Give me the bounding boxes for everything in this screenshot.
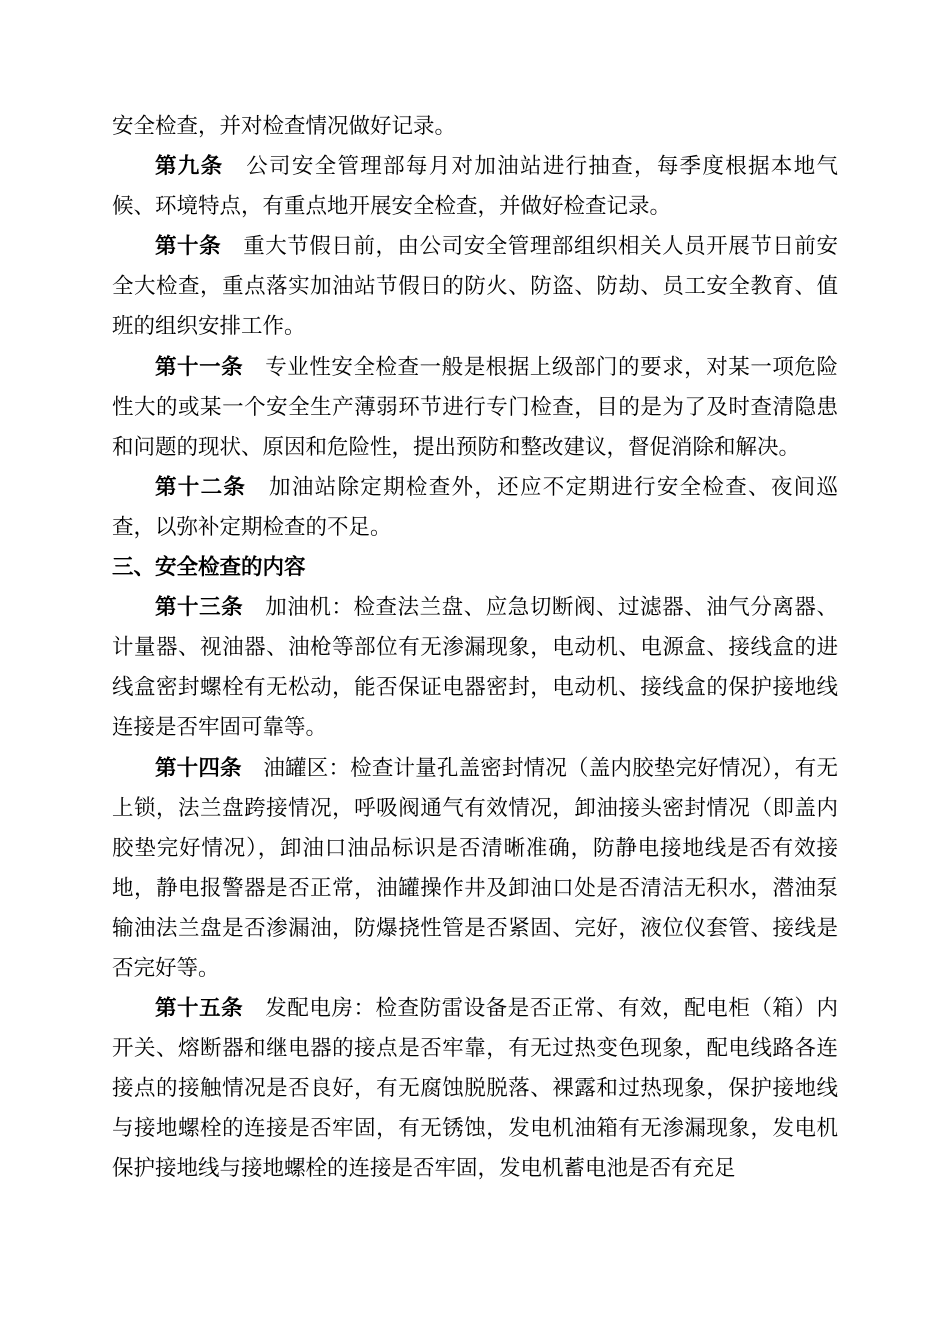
article-text: 公司安全管理部每月对加油站进行抽查，每季度根据本地气候、环境特点，有重点地开展安全检查，并做好检查记录。: [112, 154, 838, 220]
article-text: 油罐区：检查计量孔盖密封情况（盖内胶垫完好情况），有无上锁，法兰盘跨接情况，呼吸阀通气有效情况，卸油接头密封情况（即盖内胶垫完好情况），卸油口油品标识是否清晰准确，防静电接地线是否有效接地，静电报警器是否正常，油罐操作井及卸油口处是否清洁无积水，潜油泵输油法兰盘是否渗漏油，防爆挠性管是否紧固、完好，液位仪套管、接线是否完好等。: [112, 755, 838, 981]
document-body: [112, 107, 838, 1190]
article-text: 专业性安全检查一般是根据上级部门的要求，对某一项危险性大的或某一个安全生产薄弱环节进行专门检查，目的是为了及时查清隐患和问题的现状、原因和危险性，提出预防和整改建议，督促消除和解决。: [112, 354, 838, 460]
article-11: [112, 348, 838, 468]
article-10: [112, 227, 838, 347]
continuation-paragraph: 安全检查，并对检查情况做好记录。: [112, 114, 457, 139]
article-number: 第十三条: [155, 595, 244, 621]
article-13: [112, 588, 838, 748]
article-14: [112, 749, 838, 990]
article-text: 重大节假日前，由公司安全管理部组织相关人员开展节日前安全大检查，重点落实加油站节假日的防火、防盗、防劫、员工安全教育、值班的组织安排工作。: [112, 234, 838, 340]
article-12: [112, 468, 838, 548]
article-15: [112, 989, 838, 1189]
section-heading: 三、安全检查的内容: [112, 555, 306, 581]
article-number: 第十四条: [155, 755, 242, 781]
article-number: 第九条: [155, 154, 224, 180]
article-number: 第十条: [155, 234, 222, 260]
article-text: 加油机：检查法兰盘、应急切断阀、过滤器、油气分离器、计量器、视油器、油枪等部位有无渗漏现象，电动机、电源盒、接线盒的进线盒密封螺栓有无松动，能否保证电器密封，电动机、接线盒的保护接地线连接是否牢固可靠等。: [112, 595, 838, 741]
article-text: 发配电房：检查防雷设备是否正常、有效，配电柜（箱）内开关、熔断器和继电器的接点是否牢靠，有无过热变色现象，配电线路各连接点的接触情况是否良好，有无腐蚀脱脱落、裸露和过热现象，保护接地线与接地螺栓的连接是否牢固，有无锈蚀，发电机油箱有无渗漏现象，发电机保护接地线与接地螺栓的连接是否牢固，发电机蓄电池是否有充足: [112, 996, 838, 1182]
article-9: [112, 147, 838, 227]
article-number: 第十二条: [155, 474, 247, 500]
article-text: 加油站除定期检查外，还应不定期进行安全检查、夜间巡查，以弥补定期检查的不足。: [112, 474, 838, 540]
article-number: 第十五条: [155, 996, 244, 1022]
article-number: 第十一条: [155, 354, 244, 380]
